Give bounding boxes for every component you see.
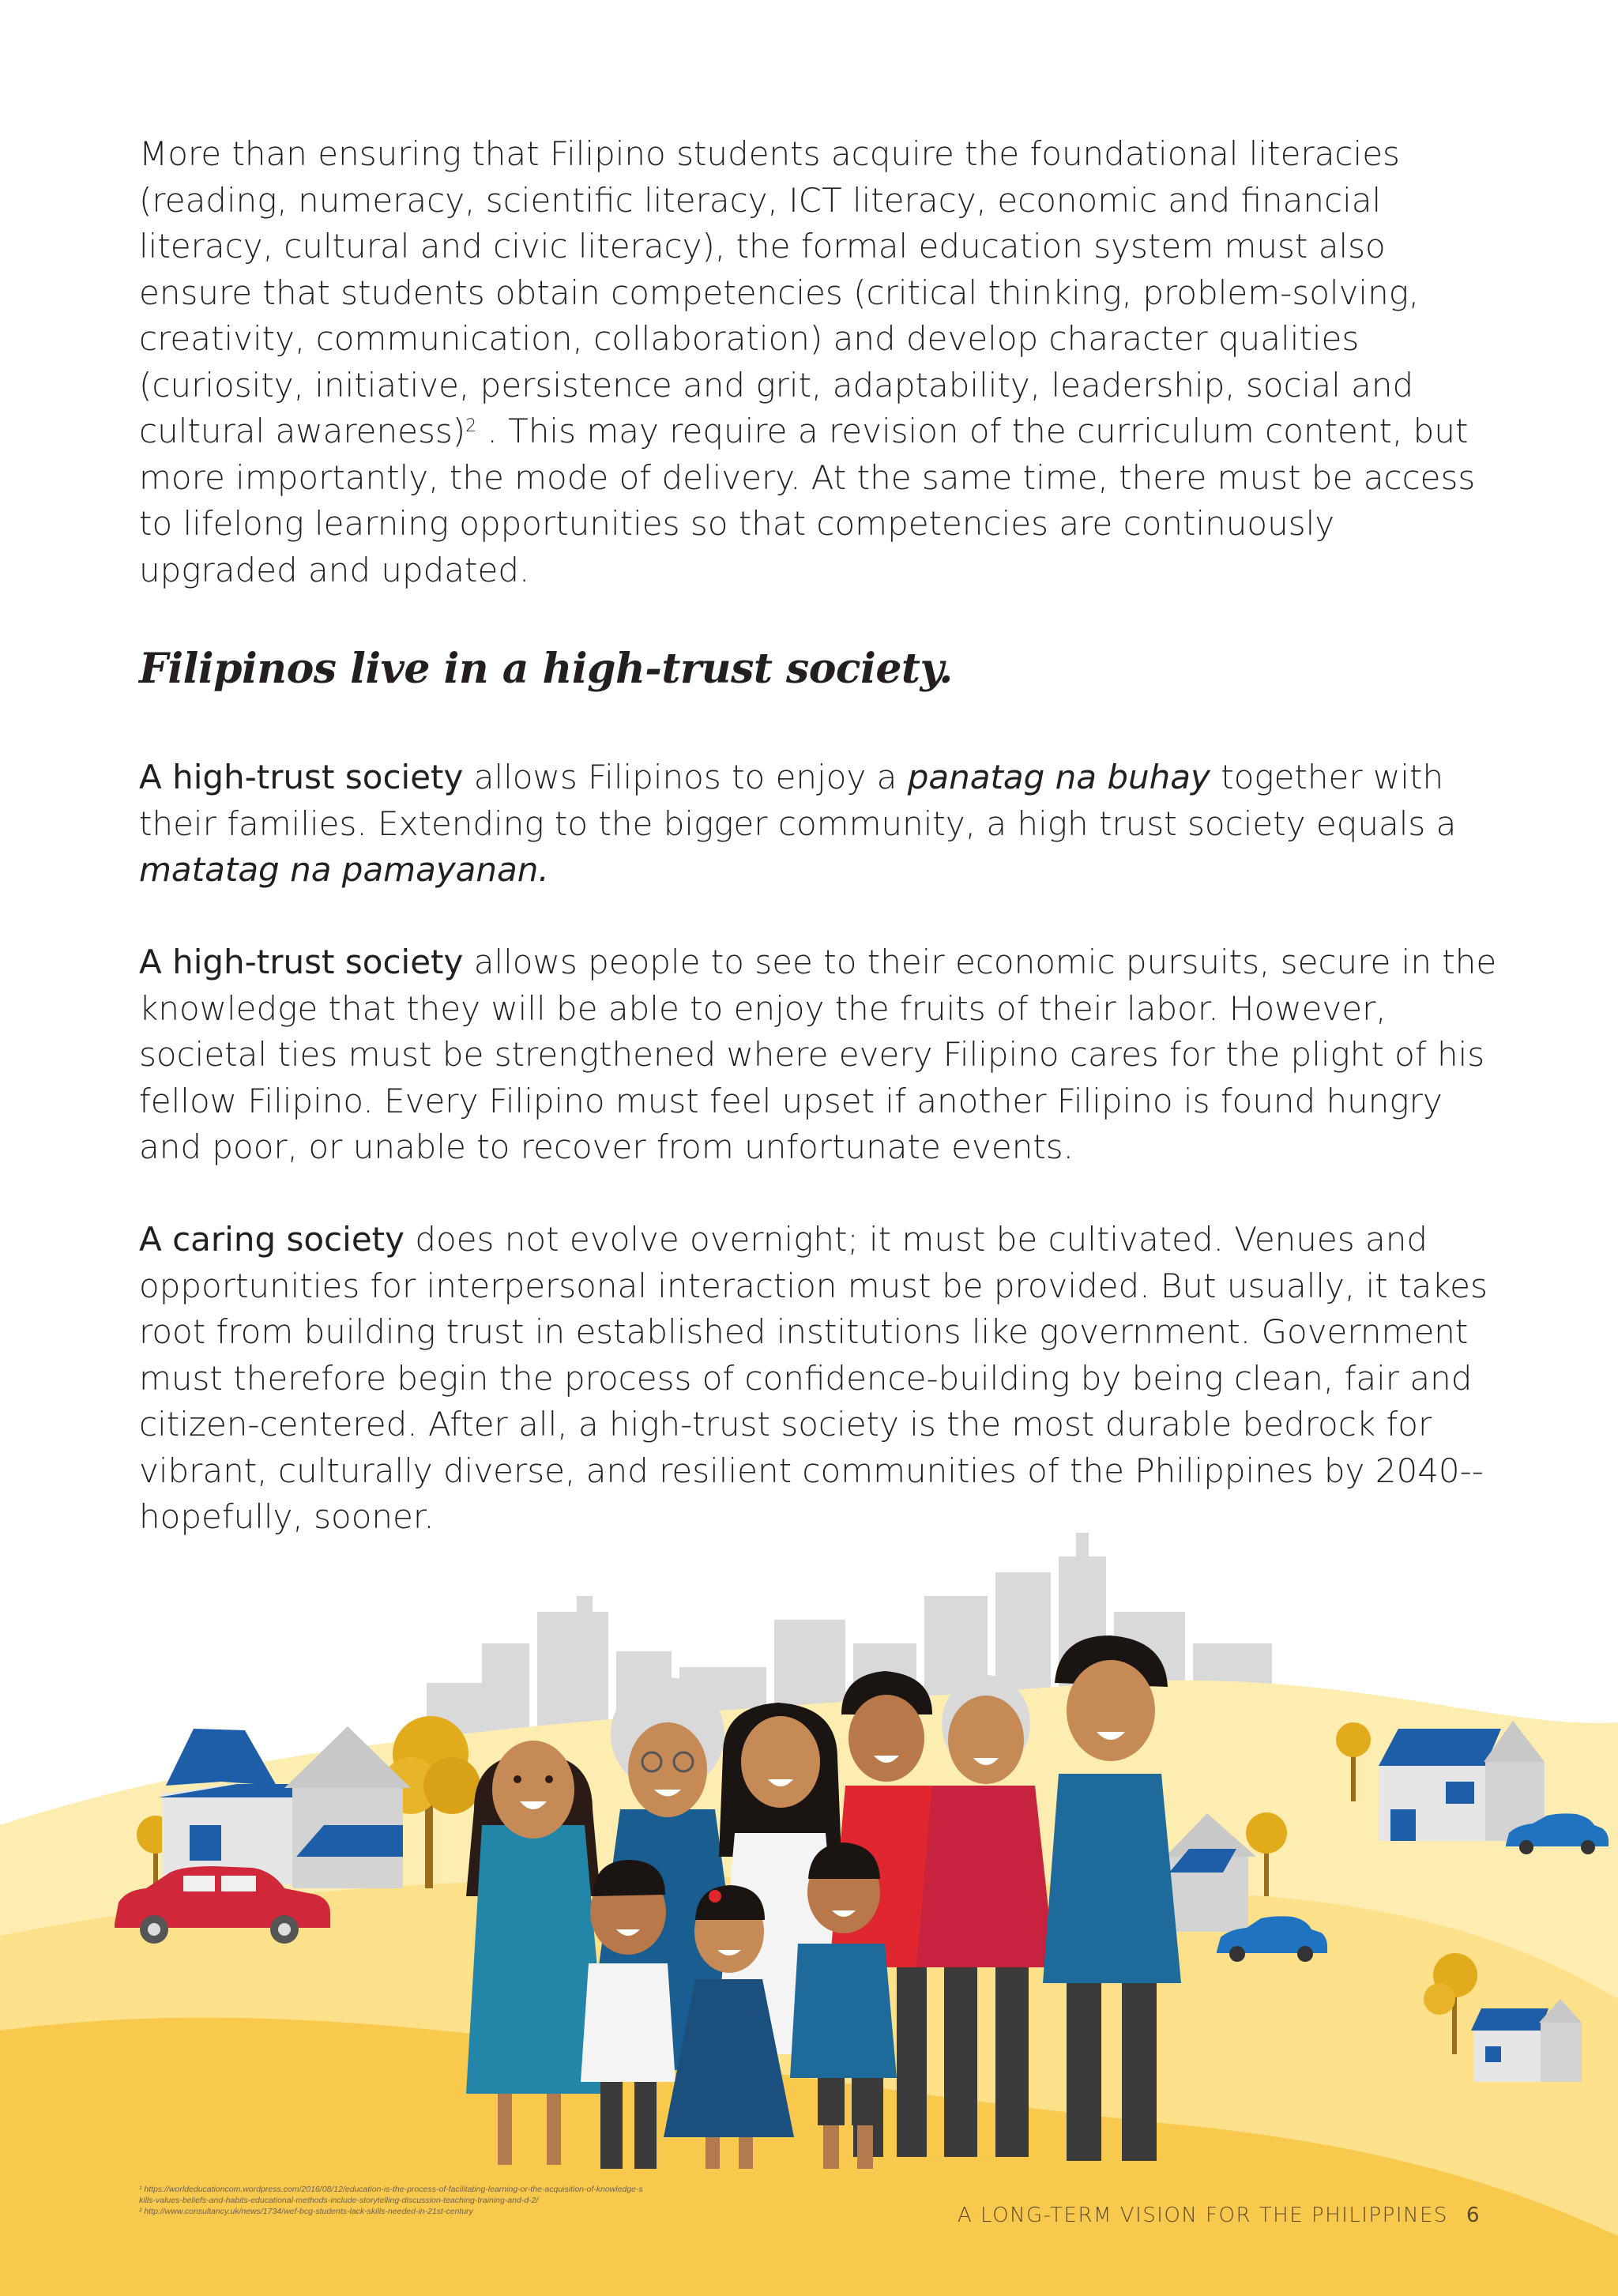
intro-text-part2: . This may require a revision of the curriculum content, but more importantly, the mode of delivery. At the same time, there must be access to lifelong learning opportunities so that competencies are continuously upgraded and updated. <box>139 412 1476 589</box>
phrase-panatag-na-buhay: panatag na buhay <box>907 758 1210 796</box>
paragraph-panatag <box>139 755 1498 894</box>
family-community-illustration <box>0 1525 1618 2296</box>
page-number: 6 <box>1466 2204 1480 2227</box>
paragraph-1-lead: A high-trust society <box>139 758 464 796</box>
paragraph-1-text-b: together with their families. Extending to the bigger community, a high trust society equals a <box>139 758 1457 843</box>
house-right-bottom <box>1471 1999 1582 2082</box>
house-right-top <box>1379 1721 1545 1841</box>
intro-text-part1: More than ensuring that Filipino students acquire the foundational literacies (reading, numeracy, scientific literacy, ICT literacy, economic and financial literacy, cultural and civic literacy), the formal education system must also ensure that students obtain competencies (critical thinking, problem-solving, creativity, communication, collaboration) and develop character qualities (curiosity, initiative, persistence and grit, adaptability, leadership, social and cultural awareness) <box>139 134 1420 450</box>
paragraph-caring <box>139 1217 1498 1541</box>
footer-title: A LONG-TERM VISION FOR THE PHILIPPINES <box>958 2204 1448 2227</box>
paragraph-3-text: does not evolve overnight; it must be cultivated. Venues and opportunities for interpersonal interaction must be provided. But usually, it takes root from building trust in established institutions like government. Government must therefore begin the process of confidence-building by being clean, fair and citizen-centered. After all, a high-trust society is the most durable bedrock for vibrant, culturally diverse, and resilient communities of the Philippines by 2040--hopefully, sooner. <box>139 1220 1488 1536</box>
footnote-2: ² http://www.consultancy.uk/news/1734/wef-bcg-students-lack-skills-needed-in-21st-century <box>139 2207 473 2216</box>
paragraph-1-text-a: allows Filipinos to enjoy a <box>463 758 908 796</box>
paragraph-2-text: allows people to see to their economic pursuits, secure in the knowledge that they will be able to enjoy the fruits of their labor. However, societal ties must be strengthened where every Filipino cares for the plight of his fellow Filipino. Every Filipino must feel upset if another Filipino is found hungry and poor, or unable to recover from unfortunate events. <box>139 943 1497 1166</box>
paragraph-2-lead: A high-trust society <box>139 943 464 981</box>
paragraph-economic <box>139 939 1498 1171</box>
footnote-ref-2: 2 <box>465 416 477 436</box>
phrase-matatag-na-pamayanan: matatag na pamayanan. <box>139 850 549 889</box>
footnotes <box>139 2184 850 2217</box>
intro-paragraph <box>139 131 1498 593</box>
footnote-1-line-1: ¹ https://worldeducationcom.wordpress.com/2016/08/12/education-is-the-process-of-facilitating-learning-or-the-acquisition-of-knowledge-s <box>139 2185 643 2194</box>
paragraph-3-lead: A caring society <box>139 1220 404 1259</box>
section-heading: Filipinos live in a high-trust society. <box>139 645 953 693</box>
footnote-1-line-2: kills-values-beliefs-and-habits-educational-methods-include-storytelling-discussion-teaching-training-and-d-2/ <box>139 2196 539 2205</box>
